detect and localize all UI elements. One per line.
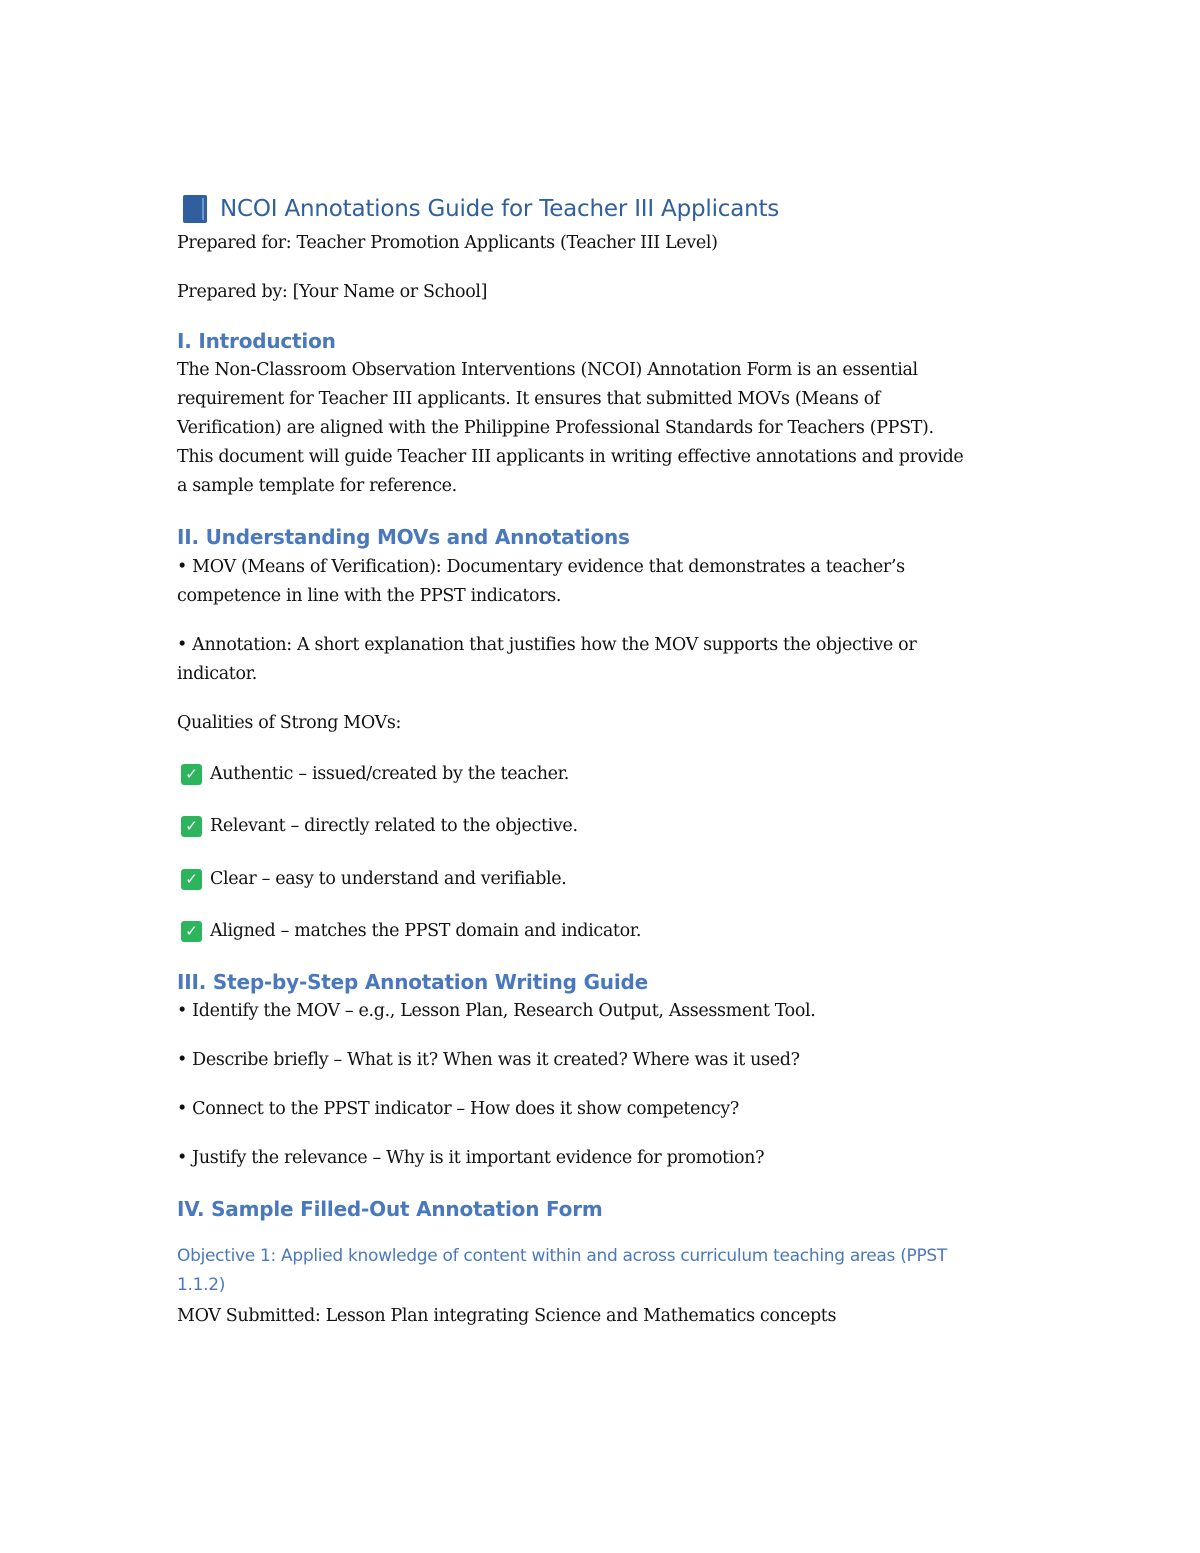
quality-text: Relevant – directly related to the objective. [210, 816, 578, 836]
quality-item [177, 917, 1037, 946]
quality-text: Aligned – matches the PPST domain and indicator. [210, 921, 642, 941]
quality-text: Clear – easy to understand and verifiable. [210, 869, 567, 889]
objective-line: Objective 1: Applied knowledge of content within and across curriculum teaching areas (PPST [177, 1246, 947, 1266]
heading-introduction: I. Introduction [177, 329, 336, 353]
step-item: • Connect to the PPST indicator – How does it show competency? [177, 1099, 739, 1119]
intro-line: a sample template for reference. [177, 476, 457, 496]
annotation-definition [177, 631, 1037, 689]
quality-item [177, 812, 1037, 841]
intro-line: This document will guide Teacher III applicants in writing effective annotations and provide [177, 447, 964, 467]
mov-line: • MOV (Means of Verification): Documentary evidence that demonstrates a teacher’s [177, 557, 905, 577]
prepared-for: Prepared for: Teacher Promotion Applicants (Teacher III Level) [177, 233, 718, 253]
heading-steps: III. Step-by-Step Annotation Writing Guide [177, 970, 648, 994]
check-mark-icon: ✓ [181, 816, 202, 837]
annotation-line: indicator. [177, 664, 257, 684]
quality-item [177, 865, 1037, 894]
introduction-paragraph [177, 356, 1037, 501]
step-item: • Identify the MOV – e.g., Lesson Plan, Research Output, Assessment Tool. [177, 1001, 816, 1021]
mov-definition [177, 553, 1037, 611]
check-mark-icon: ✓ [181, 869, 202, 890]
mov-submitted: MOV Submitted: Lesson Plan integrating Science and Mathematics concepts [177, 1306, 837, 1326]
prepared-by: Prepared by: [Your Name or School] [177, 282, 488, 302]
intro-line: The Non-Classroom Observation Interventions (NCOI) Annotation Form is an essential [177, 360, 918, 380]
title-row [177, 192, 1037, 226]
check-mark-icon: ✓ [181, 764, 202, 785]
qualities-label: Qualities of Strong MOVs: [177, 713, 402, 733]
intro-line: Verification) are aligned with the Philippine Professional Standards for Teachers (PPST). [177, 418, 934, 438]
step-item: • Describe briefly – What is it? When was it created? Where was it used? [177, 1050, 800, 1070]
quality-text: Authentic – issued/created by the teacher. [210, 764, 569, 784]
document-title: NCOI Annotations Guide for Teacher III Applicants [220, 196, 780, 222]
intro-line: requirement for Teacher III applicants. It ensures that submitted MOVs (Means of [177, 389, 881, 409]
check-mark-icon: ✓ [181, 921, 202, 942]
heading-sample: IV. Sample Filled-Out Annotation Form [177, 1197, 603, 1221]
objective-heading [177, 1242, 1037, 1300]
heading-understanding: II. Understanding MOVs and Annotations [177, 525, 630, 549]
annotation-line: • Annotation: A short explanation that justifies how the MOV supports the objective or [177, 635, 917, 655]
book-icon [183, 195, 207, 223]
document-content [177, 192, 1037, 1331]
mov-line: competence in line with the PPST indicators. [177, 586, 562, 606]
objective-line: 1.1.2) [177, 1275, 226, 1295]
quality-item [177, 760, 1037, 789]
step-item: • Justify the relevance – Why is it important evidence for promotion? [177, 1148, 765, 1168]
